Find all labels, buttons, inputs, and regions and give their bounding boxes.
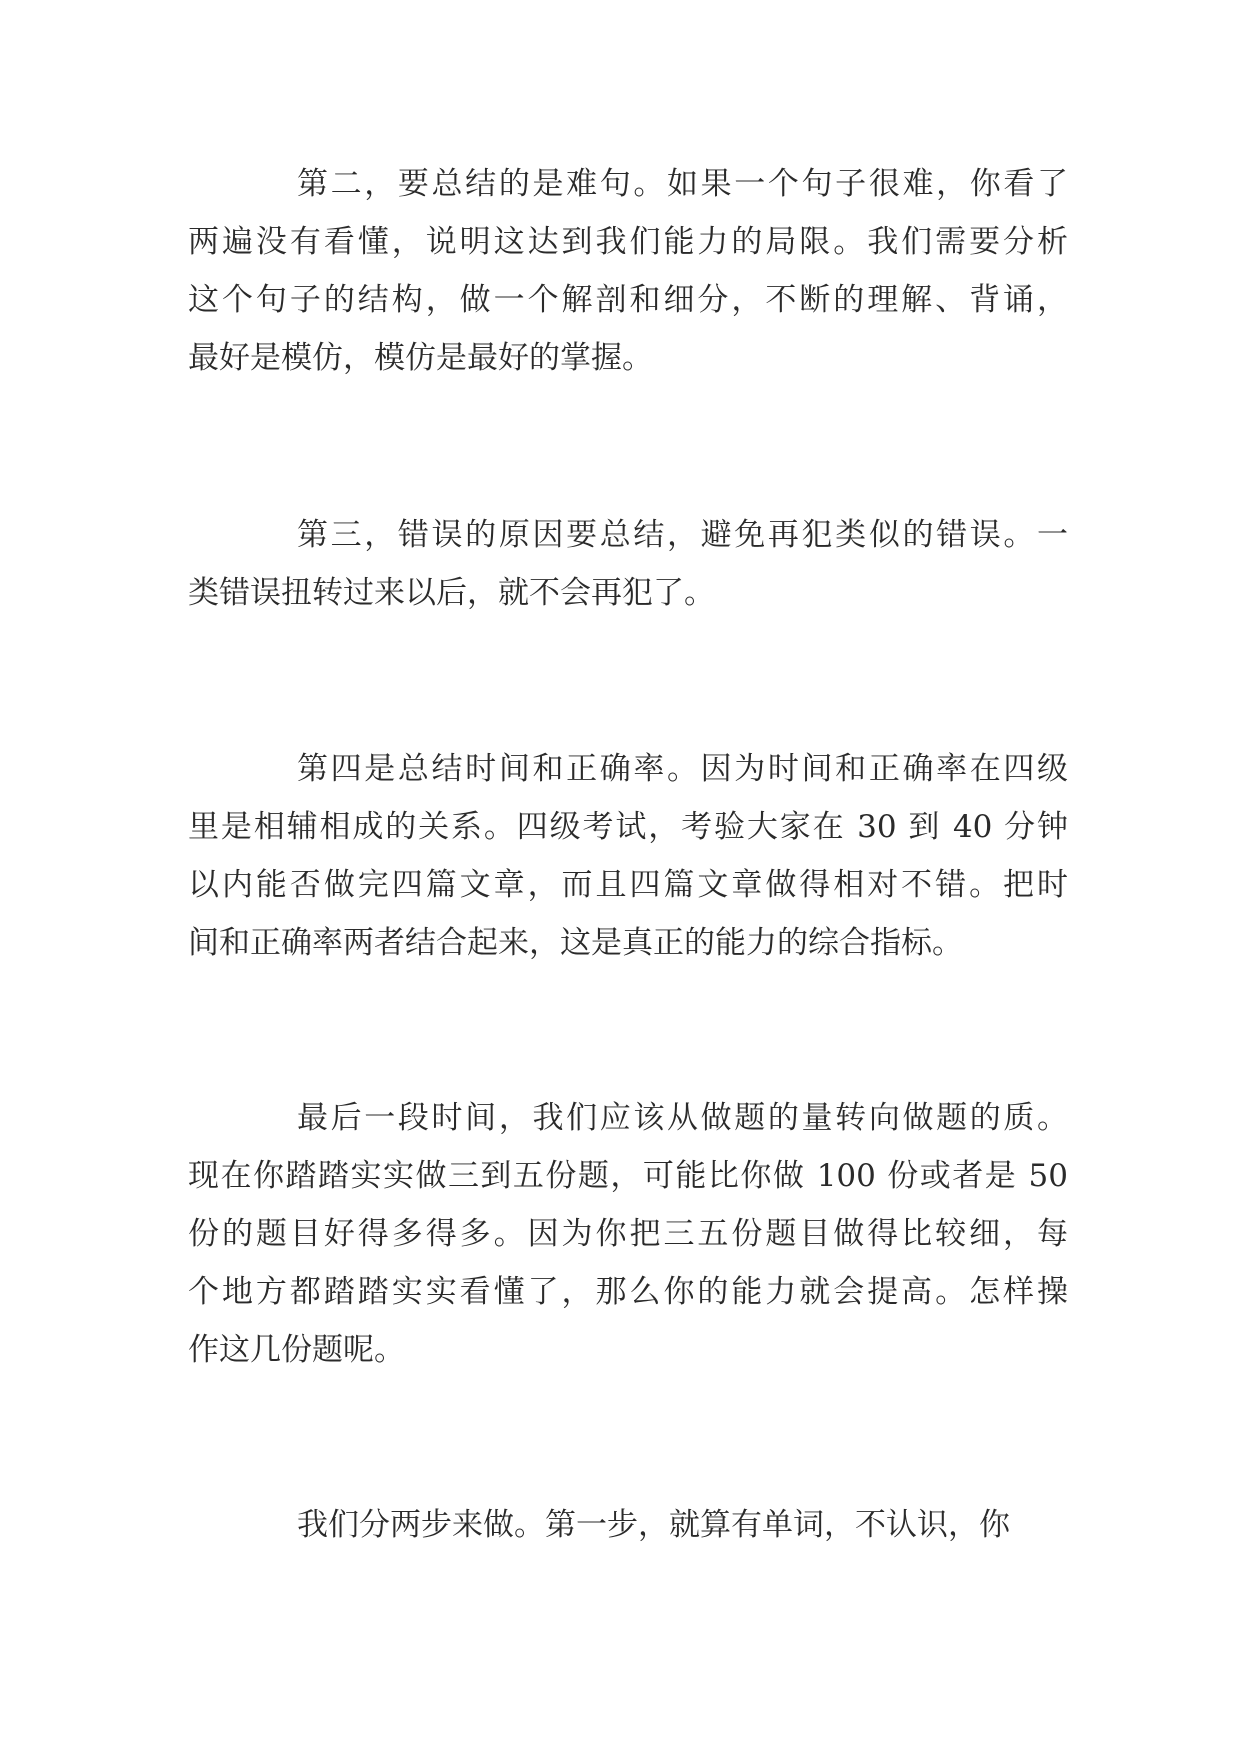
paragraph-difficult-sentences <box>188 155 1068 387</box>
paragraph-line: 这个句子的结构，做一个解剖和细分，不断的理解、背诵， <box>188 282 1068 318</box>
paragraph-line: 最好是模仿，模仿是最好的掌握。 <box>188 340 653 376</box>
paragraph-line: 最后一段时间，我们应该从做题的量转向做题的质。 <box>297 1100 1068 1136</box>
paragraph-two-steps <box>188 1496 1068 1554</box>
paragraph-line: 个地方都踏踏实实看懂了，那么你的能力就会提高。怎样操 <box>188 1274 1068 1310</box>
paragraph-line: 份的题目好得多得多。因为你把三五份题目做得比较细，每 <box>188 1216 1068 1252</box>
paragraph-line: 作这几份题呢。 <box>188 1332 405 1368</box>
paragraph-line: 第二，要总结的是难句。如果一个句子很难，你看了 <box>297 166 1068 202</box>
paragraph-time-accuracy <box>188 740 1068 972</box>
paragraph-line: 现在你踏踏实实做三到五份题，可能比你做 100 份或者是 50 <box>188 1158 1068 1194</box>
paragraph-line: 以内能否做完四篇文章，而且四篇文章做得相对不错。把时 <box>188 867 1068 903</box>
paragraph-line: 第四是总结时间和正确率。因为时间和正确率在四级 <box>297 751 1068 787</box>
paragraph-quality-over-quantity <box>188 1089 1068 1379</box>
paragraph-line: 里是相辅相成的关系。四级考试，考验大家在 30 到 40 分钟 <box>188 809 1068 845</box>
paragraph-line: 第三，错误的原因要总结，避免再犯类似的错误。一 <box>297 517 1068 553</box>
paragraph-line: 两遍没有看懂，说明这达到我们能力的局限。我们需要分析 <box>188 224 1068 260</box>
paragraph-line: 我们分两步来做。第一步，就算有单词，不认识，你 <box>297 1507 1010 1543</box>
paragraph-line: 间和正确率两者结合起来，这是真正的能力的综合指标。 <box>188 925 963 961</box>
paragraph-error-causes <box>188 506 1068 622</box>
paragraph-line: 类错误扭转过来以后，就不会再犯了。 <box>188 575 715 611</box>
